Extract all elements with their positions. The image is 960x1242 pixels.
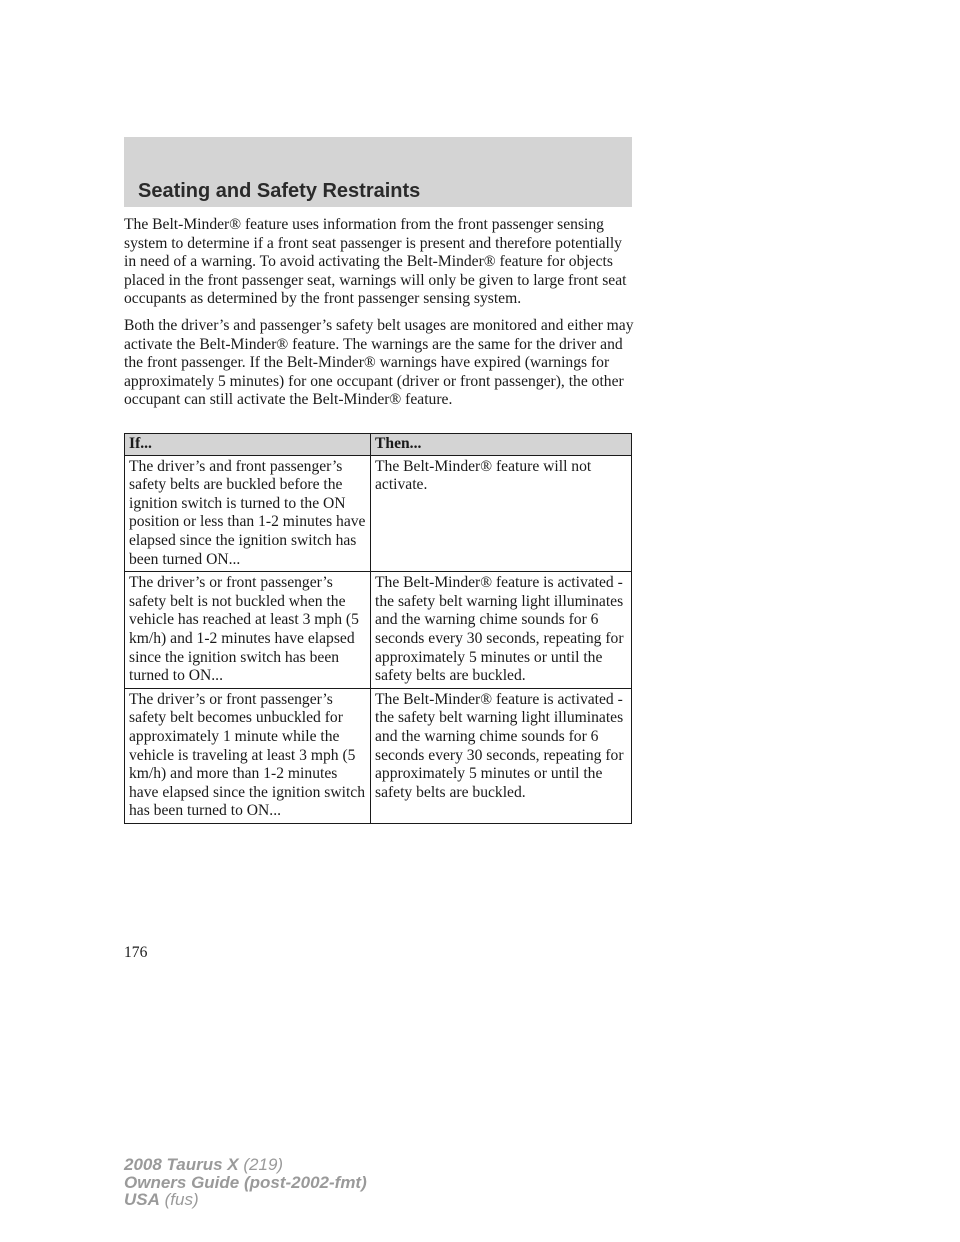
condition-cell: The driver’s or front passenger’s safety belt is not buckled when the vehicle has reached at least 3 mph (5 km/h) and 1-2 minutes have elapsed since the ignition switch has been turned to ON... bbox=[125, 572, 371, 689]
footer-line-market bbox=[124, 1191, 367, 1209]
page-number: 176 bbox=[124, 944, 148, 961]
paragraph: Both the driver’s and passenger’s safety belt usages are monitored and either may activate the Belt-Minder® feature. The warnings are the same for the driver and the front passenger. If the Belt-Minder® warnings have expired (warnings for approximately 5 minutes) for one occupant (driver or front passenger), the other occupant can still activate the Belt-Minder® feature. bbox=[124, 316, 634, 409]
footer-market: USA bbox=[124, 1190, 160, 1209]
footer-market-code: (fus) bbox=[164, 1190, 199, 1209]
column-header-then: Then... bbox=[371, 434, 632, 456]
footer-line-model bbox=[124, 1156, 367, 1174]
table-row bbox=[125, 688, 632, 823]
footer-line-guide bbox=[124, 1174, 367, 1192]
footer-guide: Owners Guide (post-2002-fmt) bbox=[124, 1172, 367, 1192]
table-header-row bbox=[125, 434, 632, 456]
body-text bbox=[124, 216, 634, 418]
section-header-band bbox=[124, 137, 632, 207]
result-cell: The Belt-Minder® feature will not activate. bbox=[371, 455, 632, 572]
table-row bbox=[125, 572, 632, 689]
condition-cell: The driver’s and front passenger’s safety belts are buckled before the ignition switch is turned to the ON position or less than 1-2 minutes have elapsed since the ignition switch has been turned ON... bbox=[125, 455, 371, 572]
section-title: Seating and Safety Restraints bbox=[138, 180, 421, 202]
result-cell: The Belt-Minder® feature is activated - the safety belt warning light illuminates and the warning chime sounds for 6 seconds every 30 seconds, repeating for approximately 5 minutes or until the safety belts are buckled. bbox=[371, 688, 632, 823]
paragraph: The Belt-Minder® feature uses information from the front passenger sensing system to determine if a front seat passenger is present and therefore potentially in need of a warning. To avoid activating the Belt-Minder® feature for objects placed in the front passenger seat, warnings will only be given to large front seat occupants as determined by the front passenger sensing system. bbox=[124, 216, 627, 308]
belt-minder-table bbox=[124, 433, 632, 824]
document-footer bbox=[124, 1156, 367, 1209]
footer-model-code: (219) bbox=[243, 1155, 284, 1174]
result-cell: The Belt-Minder® feature is activated - the safety belt warning light illuminates and the warning chime sounds for 6 seconds every 30 seconds, repeating for approximately 5 minutes or until the safety belts are buckled. bbox=[371, 572, 632, 689]
condition-cell: The driver’s or front passenger’s safety belt becomes unbuckled for approximately 1 minute while the vehicle is traveling at least 3 mph (5 km/h) and more than 1-2 minutes have elapsed since the ignition switch has been turned to ON... bbox=[125, 688, 371, 823]
footer-model: 2008 Taurus X bbox=[124, 1155, 239, 1174]
column-header-if: If... bbox=[125, 434, 371, 456]
table-row bbox=[125, 455, 632, 572]
